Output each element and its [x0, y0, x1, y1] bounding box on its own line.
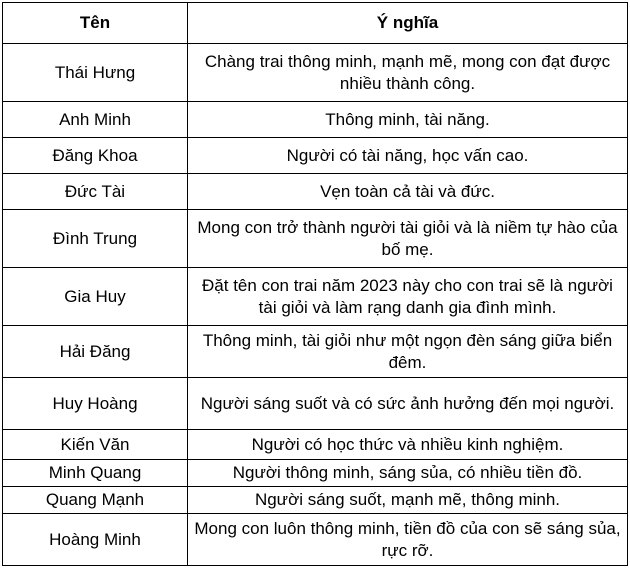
- header-meaning: Ý nghĩa: [188, 3, 628, 44]
- meaning-cell: Thông minh, tài năng.: [188, 102, 628, 138]
- table-row: [3, 487, 628, 514]
- meaning-cell: Người sáng suốt và có sức ảnh hưởng đến mọi người.: [188, 378, 628, 430]
- table-row: [3, 174, 628, 210]
- table-row: [3, 378, 628, 430]
- table-row: [3, 268, 628, 326]
- name-cell: Minh Quang: [3, 460, 188, 487]
- name-cell: Thái Hưng: [3, 44, 188, 102]
- name-cell: Kiến Văn: [3, 430, 188, 460]
- table-row: [3, 326, 628, 378]
- meaning-cell: Đặt tên con trai năm 2023 này cho con trai sẽ là người tài giỏi và làm rạng danh gia đình mình.: [188, 268, 628, 326]
- name-cell: Quang Mạnh: [3, 487, 188, 514]
- meaning-cell: Người có học thức và nhiều kinh nghiệm.: [188, 430, 628, 460]
- name-cell: Hải Đăng: [3, 326, 188, 378]
- table-row: [3, 102, 628, 138]
- name-cell: Đăng Khoa: [3, 138, 188, 174]
- table-row: [3, 514, 628, 566]
- meaning-cell: Thông minh, tài giỏi như một ngọn đèn sáng giữa biển đêm.: [188, 326, 628, 378]
- meaning-cell: Người thông minh, sáng sủa, có nhiều tiền đồ.: [188, 460, 628, 487]
- table-row: [3, 44, 628, 102]
- name-cell: Huy Hoàng: [3, 378, 188, 430]
- names-table: [2, 2, 628, 566]
- header-row: [3, 3, 628, 44]
- name-cell: Đình Trung: [3, 210, 188, 268]
- meaning-cell: Người sáng suốt, mạnh mẽ, thông minh.: [188, 487, 628, 514]
- header-name: Tên: [3, 3, 188, 44]
- table-row: [3, 460, 628, 487]
- table-row: [3, 430, 628, 460]
- meaning-cell: Mong con trở thành người tài giỏi và là niềm tự hào của bố mẹ.: [188, 210, 628, 268]
- table-row: [3, 138, 628, 174]
- name-cell: Anh Minh: [3, 102, 188, 138]
- meaning-cell: Người có tài năng, học vấn cao.: [188, 138, 628, 174]
- name-cell: Hoàng Minh: [3, 514, 188, 566]
- name-cell: Gia Huy: [3, 268, 188, 326]
- meaning-cell: Chàng trai thông minh, mạnh mẽ, mong con đạt được nhiều thành công.: [188, 44, 628, 102]
- table-row: [3, 210, 628, 268]
- name-cell: Đức Tài: [3, 174, 188, 210]
- meaning-cell: Vẹn toàn cả tài và đức.: [188, 174, 628, 210]
- meaning-cell: Mong con luôn thông minh, tiền đồ của con sẽ sáng sủa, rực rỡ.: [188, 514, 628, 566]
